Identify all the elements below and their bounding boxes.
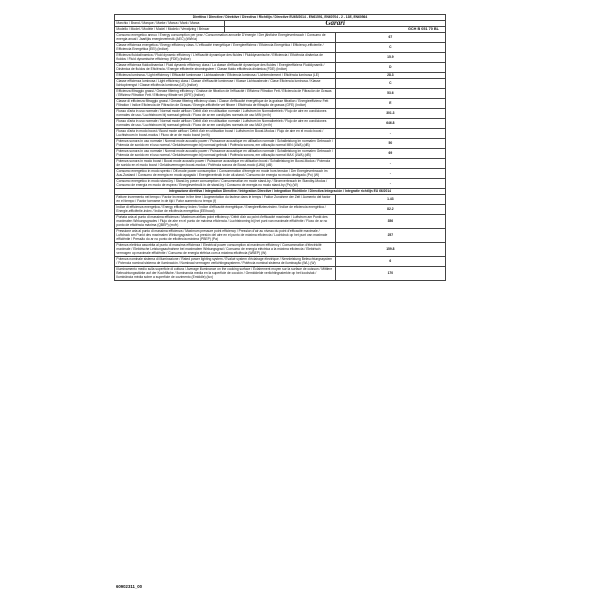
spec-row [115, 79, 446, 89]
spec-row [115, 119, 446, 129]
spec-row [115, 179, 446, 189]
spec-label: Potenza elettrica assorbita al punto di massima efficienza / Electrical power consumption at maximum efficiency / Consommation d'électricité maximale / Elektrische Leistungsaufnahme bei maximalem Wirkungsgrad / Consumo de energía eléctrica a la máxima eficiencia / Elektrisch vermogen op maximale efficiëntie / Consumo de energia elétrica com a máxima eficiência (WBEP) (W) [115, 243, 336, 257]
spec-value: 1.43 [335, 195, 445, 205]
spec-value: - [335, 129, 445, 139]
spec-label: Flusso d'aria in uso normale / Normal mode airflow / Débit d'air en utilisation normale / Luftstrom im Normalbetrieb / Flujo de aire en condiciones normales de uso / Luchtstroom bij normaal gebruik / Fluxo de ar em condições normais de uso MIN (m³/h) [115, 109, 336, 119]
directive-header: Direttiva / Directive / Direktive / Directiva / Richtlijn / Directive EU65/2014 - EN61591, EN60704 - 2 - 13E, EN60564 [115, 15, 446, 21]
spec-row [115, 257, 446, 267]
spec-label: Consumo energetico in modo stand-by / Stand-by power consumption / Consommation en mode stand-by / Stromverbrauch im Standby-Modus / Consumo de energía en modo de espera / Energieverbruik in de stand-by / Consumo de energia no modo stand-by (Ps) (W) [115, 179, 336, 189]
spec-value: D [335, 63, 445, 73]
spec-row [115, 109, 446, 119]
spec-row [115, 195, 446, 205]
spec-label: Potenza sonora in modo boost / Boost mode acoustic power / Puissance acoustique en utilisation boost / Schalleistung im Boost-Modus / Potencia de sonido en el modo boost / Geluidsvermogen boost-modus / Potência sonora de Boost-modo (LWA) (dB) [115, 159, 336, 169]
spec-label: Classe di efficienza filtraggio grassi / Grease filtering efficiency class / Classe d'efficacité énergétique de la graisse filtration / Energieeffizienz Fett Filtration / Indice Eficiencia de Filtración de Grasas / Energie-efficiëntie vet filtrare / Eficiência de filtração de grasas (GFE) (Indice) [115, 99, 336, 109]
spec-row [115, 43, 446, 53]
spec-value: 159.8 [335, 243, 445, 257]
spec-label: Potenza sonora in uso normale / Normal mode acoustic power / Puissance acoustique en utilisation normale / Schalleistung im normalen Gebrauch / Potencia de sonido en el uso normal / Geluidsvermogen bij normaal gebruik / Potência sonora, em utilização normal MAX (LWA) (dB) [115, 149, 336, 159]
spec-value: 301.3 [335, 109, 445, 119]
spec-value: 50 [335, 139, 445, 149]
brand-label: Marchio / Brand / Marque / Marke / Marca / Mark / Marca [115, 21, 225, 27]
spec-value: 53.6 [335, 89, 445, 99]
spec-label: Consumo energetico in modo spento / Off-mode power consumption / Consommation d'énergie en mode hors tension / Der Energieverbrauch im Aus-Zustand / Consumo de energía en modo apagado / Energieverbruik in de uit-stand / Consumo de energia no modo desligado (Po) (W) [115, 169, 336, 179]
spec-label: Consumo energetico annuo / Energy consumption per year / Consommation annuelle D'énergie / Der jährliche Energieverbrauch / Consumo de energia anual / Jaarlijks energieverbruik (AEC) (kWh/a) [115, 33, 336, 43]
spec-row [115, 63, 446, 73]
spec-row [115, 205, 446, 215]
spec-row [115, 229, 446, 243]
brand-logo: Garari [225, 21, 446, 27]
spec-row [115, 243, 446, 257]
spec-label: Classe efficienza fluidodinamica / Fluid dynamic efficiency class / La classe d'efficacité dynamique des fluides / Energieeffizienz Fluiddynamik / Dinâmica de fluidos de Eficiência / Energie efficientie stromingsleer / Classe fluido efficiência dinâmica (FDE) (Indice) [115, 63, 336, 73]
spec-value: 356 [335, 215, 445, 229]
spec-value: C [335, 79, 445, 89]
spec-row [115, 169, 446, 179]
spec-row [115, 129, 446, 139]
spec-row [115, 215, 446, 229]
spec-row [115, 139, 446, 149]
spec-value: 257 [335, 229, 445, 243]
spec-value: 646.8 [335, 119, 445, 129]
spec-label: Portata aria al punto di massima efficienza / Maximum airflow point efficiency / Débit d'air au point d'efficacité maximale / Luftstrom am Punkt des maximalen Wirkungsgrades / Flujo de aire en el punto de máxima eficiencia / Luchtstroming bij het punt van maximale efficiëntie / Fluxo de ar no ponto de eficiência máxima (QBEP) (m³/h) [115, 215, 336, 229]
spec-row [115, 267, 446, 281]
spec-label: Efficienza filtraggio grassi / Grease filtering efficiency / Graisse de filtration de l'efficacité / Effizienz Filtration Fett / Eficiencia de Filtración de Grasas / Effizienz Filtration Fett / Efficiency filtrate vet (GFE) (Indice) [115, 89, 336, 99]
spec-label: Flusso d'aria in uso normale / Normal mode airflow / Débit d'air en utilisation normale / Luftstrom im Normalbetrieb / Flujo de aire en condiciones normales de uso / Luchtstroom bij normaal gebruik / Fluxo de ar em condições normais de uso MAX (m³/h) [115, 119, 336, 129]
spec-label: Flusso d'aria in modo boost / Boost mode airflow / Débit d'air en utilisation boost / Luftstrom im Boost-Modus / Flujo de aire en el modo boost / Luchtstroom in boost-modus / Fluxo de ar de modo boost (m³/h) [115, 129, 336, 139]
spec-label: Potenza nominale sistema di illuminazione / Rated power lighting system / Évalué system d'éclairage électrique / Nennleistung Beleuchtungssystem / Potencia nominal sistema de iluminación / Nominaal vermogen verlichtingssysteem / Potência nominal sistema de iluminação (WL) (W) [115, 257, 336, 267]
spec-value: 6 [335, 257, 445, 267]
spec-row [115, 159, 446, 169]
spec-row [115, 89, 446, 99]
spec-label: Potenza sonora in uso normale / Normal mode acoustic power / Puissance acoustique en utilisation normale / Schalleistung im normalen Gebrauch / Potencia de sonido en el uso normal / Geluidsvermogen bij normaal gebruik / Potência sonora, em utilização normal MIN (LWA) (dB) [115, 139, 336, 149]
spec-value: 82.2 [335, 205, 445, 215]
spec-row [115, 53, 446, 63]
spec-label: Efficienza fluidodinamica / Fluid dynamic efficiency / L'efficacité dynamique des fluides / Fluiddynamische / Efficiencia / Eficiência dinâmica de fluidos / Fluid dynamische efficiency (FDE) (Indice) [115, 53, 336, 63]
spec-row [115, 33, 446, 43]
spec-label: Fattore incremento nel tempo / Factor Increase in the time / Augmentation du facteur dans le temps / Faktor Zunahme der Zeit / Aumento del factor en el tiempo / Factor toename in de tijd / Fator aumento no tempo (f) [115, 195, 336, 205]
spec-row [115, 99, 446, 109]
spec-value: 69 [335, 149, 445, 159]
spec-value: 28.3 [335, 73, 445, 79]
spec-row [115, 149, 446, 159]
product-datasheet [114, 14, 446, 281]
document-code: 60902311_00 [116, 584, 143, 589]
spec-value: 170 [335, 267, 445, 281]
spec-value: E [335, 99, 445, 109]
spec-label: Pressione aria al punto di massima efficienza / Maximum pressure point efficiency / Pression d'air au niveau du point d'efficacité maximale / Luftdruck am Punkt des maximalen Wirkungsgrades / La presión del aire en el punto de máxima eficiencia / Luchtdruk op het punt van maximale efficiëntie / Pressão do ar no ponto de eficiência máxima (PBEP) (Pa) [115, 229, 336, 243]
model-value: GCH B 051 70 BL [225, 27, 446, 33]
spec-value: C [335, 43, 445, 53]
spec-label: Efficienza luminosa / Light efficiency / Efficacité lumineuse / Lichtausbeute / Eficiencia luminosa / Lichtrendement / Eficiência luminosa (LE) [115, 73, 336, 79]
spec-value: - [335, 169, 445, 179]
spec-value: - [335, 159, 445, 169]
integration-section-title: Integrazione direttiva / Integration Directive / Intégration Directive / Integration Richtlinie / Directiva Integración / Integratie richtlijn EU 66/2014 [115, 189, 446, 195]
spec-value: 67 [335, 33, 445, 43]
specification-table [114, 14, 446, 281]
spec-label: Indice di efficienza energetica / Energy efficiency Index / Indice d'efficacité énergétique / Energieeffizienzindex / Índice de eficiencia energética / Energie-efficiëntie-index / Índice de eficiência energética (EEIhood) [115, 205, 336, 215]
spec-value: - [335, 179, 445, 189]
spec-label: Classe efficienza energetica / Energy efficiency class / L'efficacité énergétique / Energieeffizienz / Eficiencia Energética / Efficiency-efficientie / Efficiencia Energética (EEI) (Indice) [115, 43, 336, 53]
spec-label: Illuminamento medio sulla superficie di cottura / Average illuminance on the cooking surface / Éclairement moyen sur la surface de cuisson / Mittlere Beleuchtungsstärke auf der Kochfläche / Iluminancia media en la superficie de cocción / Gemiddelde verlichtingssterkte op het kookvlak / Iluminância média sobre a superfície de cozimento (Emiddle) (lux) [115, 267, 336, 281]
spec-value: 15.9 [335, 53, 445, 63]
model-label: Modello / Model / Modèle / Model / Modelo / Verwijzing / Brincar [115, 27, 225, 33]
spec-label: Classe efficienza luminosa / Light efficiency class / Classe d'efficacité lumineuse / Klasse Lichtausbeute / Clase Eficiencia luminosa / Klasse lichtopbrengst / Classe eficiência luminosa (LE) (Indice) [115, 79, 336, 89]
